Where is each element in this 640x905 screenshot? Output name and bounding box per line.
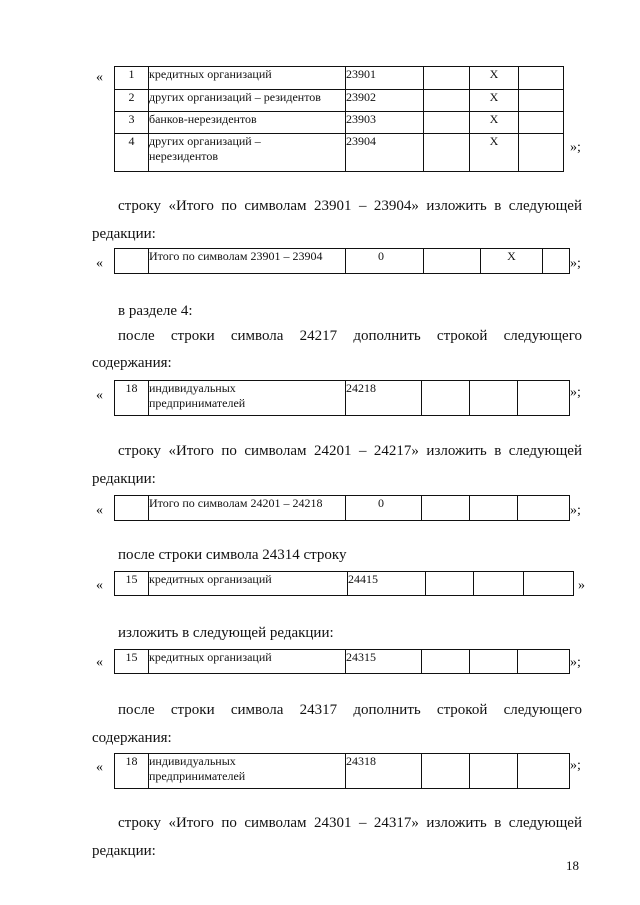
row-number: 15 <box>115 650 149 674</box>
row-mark: X <box>470 112 519 134</box>
table-row <box>115 134 564 172</box>
close-quote: »; <box>570 256 581 271</box>
section-heading: в разделе 4: <box>118 303 193 319</box>
table-row <box>115 650 570 674</box>
row-number: 18 <box>115 754 149 789</box>
paragraph-line: редакции: <box>92 843 156 859</box>
open-quote: « <box>96 256 103 271</box>
paragraph-line: после строки символа 24314 строку <box>118 547 347 563</box>
row-symbol: 24315 <box>346 650 422 674</box>
open-quote: « <box>96 578 103 593</box>
row-value: 0 <box>346 496 422 521</box>
row-symbol: 24415 <box>348 572 426 596</box>
row-name-line: предпринимателей <box>149 769 246 783</box>
row-value: 0 <box>346 249 424 274</box>
paragraph-line: редакции: <box>92 471 156 487</box>
row-mark: X <box>470 67 519 90</box>
row-number: 2 <box>115 90 149 112</box>
row-name-line: предпринимателей <box>149 396 246 410</box>
table-row-24218 <box>114 380 570 416</box>
close-quote: »; <box>570 385 581 400</box>
row-mark: X <box>481 249 543 274</box>
paragraph-line: редакции: <box>92 226 156 242</box>
table-symbols-23901-23904 <box>114 66 564 172</box>
row-name: кредитных организаций <box>149 572 348 596</box>
open-quote: « <box>96 70 103 85</box>
row-name <box>149 381 346 416</box>
paragraph-line: после строки символа 24217 дополнить строкой следующего <box>118 328 582 344</box>
open-quote: « <box>96 503 103 518</box>
table-row <box>115 496 570 521</box>
close-quote: »; <box>570 140 581 155</box>
open-quote: « <box>96 388 103 403</box>
row-name-line: других организаций – <box>149 134 261 148</box>
close-quote: » <box>578 578 585 593</box>
row-name-line: индивидуальных <box>149 754 236 768</box>
table-row <box>115 249 570 274</box>
paragraph-line: содержания: <box>92 730 172 746</box>
row-symbol: 23904 <box>346 134 424 172</box>
table-row-24415 <box>114 571 574 596</box>
table-total-23901-23904 <box>114 248 570 274</box>
row-name <box>149 754 346 789</box>
row-name: Итого по символам 24201 – 24218 <box>149 496 346 521</box>
row-name-line: нерезидентов <box>149 149 218 163</box>
row-number: 3 <box>115 112 149 134</box>
row-name <box>149 134 346 172</box>
row-number: 4 <box>115 134 149 172</box>
row-symbol: 23903 <box>346 112 424 134</box>
row-name: кредитных организаций <box>149 650 346 674</box>
row-name: других организаций – резидентов <box>149 90 346 112</box>
row-name: кредитных организаций <box>149 67 346 90</box>
row-symbol: 24218 <box>346 381 422 416</box>
paragraph-line: строку «Итого по символам 24301 – 24317» изложить в следующей <box>118 815 582 831</box>
table-row <box>115 572 574 596</box>
row-name: банков-нерезидентов <box>149 112 346 134</box>
close-quote: »; <box>570 503 581 518</box>
paragraph-line: изложить в следующей редакции: <box>118 625 334 641</box>
table-row <box>115 90 564 112</box>
page-number: 18 <box>566 858 579 873</box>
table-row-24318 <box>114 753 570 789</box>
table-total-24201-24218 <box>114 495 570 521</box>
open-quote: « <box>96 760 103 775</box>
table-row <box>115 67 564 90</box>
table-row <box>115 754 570 789</box>
paragraph-line: после строки символа 24317 дополнить строкой следующего <box>118 702 582 718</box>
row-mark: X <box>470 90 519 112</box>
row-symbol: 23902 <box>346 90 424 112</box>
table-row <box>115 381 570 416</box>
close-quote: »; <box>570 758 581 773</box>
row-number: 1 <box>115 67 149 90</box>
row-symbol: 24318 <box>346 754 422 789</box>
row-symbol: 23901 <box>346 67 424 90</box>
row-name-line: индивидуальных <box>149 381 236 395</box>
table-row-24315 <box>114 649 570 674</box>
row-name: Итого по символам 23901 – 23904 <box>149 249 346 274</box>
table-row <box>115 112 564 134</box>
row-number: 15 <box>115 572 149 596</box>
row-number: 18 <box>115 381 149 416</box>
paragraph-line: строку «Итого по символам 24201 – 24217» изложить в следующей <box>118 443 582 459</box>
close-quote: »; <box>570 655 581 670</box>
paragraph-line: строку «Итого по символам 23901 – 23904» изложить в следующей <box>118 198 582 214</box>
open-quote: « <box>96 655 103 670</box>
row-mark: X <box>470 134 519 172</box>
paragraph-line: содержания: <box>92 355 172 371</box>
